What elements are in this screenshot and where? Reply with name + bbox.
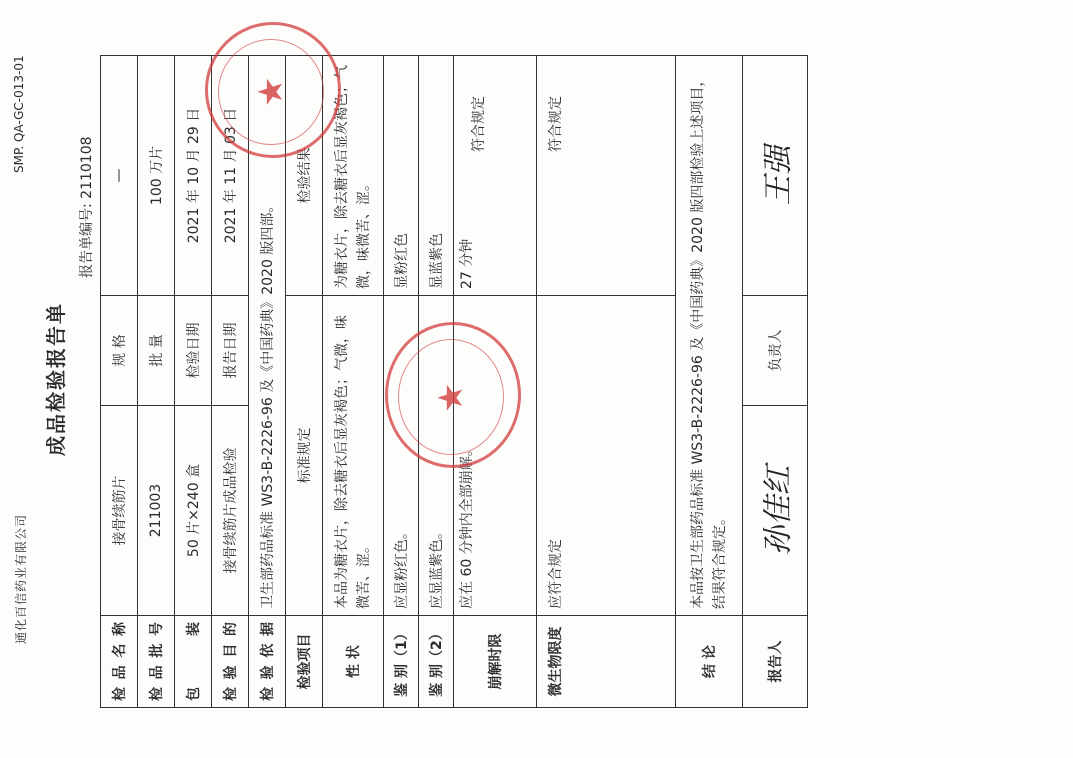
table-row bbox=[676, 56, 743, 708]
test-verdict: 符合规定 bbox=[471, 96, 487, 152]
test-result: 显粉红色 bbox=[384, 56, 419, 296]
col-result-header: 检验结果 bbox=[286, 56, 323, 296]
report-date: 2021 年 11 月 03 日 bbox=[212, 56, 249, 296]
inspect-date-label: 检验日期 bbox=[175, 296, 212, 406]
table-row bbox=[537, 56, 676, 708]
test-item: 微生物限度 bbox=[537, 616, 676, 708]
table-row bbox=[101, 56, 138, 708]
table-row bbox=[212, 56, 249, 708]
page-title: 成品检验报告单 bbox=[44, 302, 68, 456]
package-value: 50 片×240 盒 bbox=[175, 406, 212, 616]
test-item: 鉴 别（2） bbox=[419, 616, 454, 708]
test-standard: 应显蓝紫色。 bbox=[419, 296, 454, 616]
col-item-header: 检验项目 bbox=[286, 616, 323, 708]
table-row bbox=[743, 56, 808, 708]
inspect-date: 2021 年 10 月 29 日 bbox=[175, 56, 212, 296]
col-standard-header: 标准规定 bbox=[286, 296, 323, 616]
reporter-signature: 孙佳红 bbox=[743, 406, 808, 616]
test-item: 鉴 别（1） bbox=[384, 616, 419, 708]
report-number-label: 报告单编号: bbox=[79, 203, 95, 278]
report-number-value: 2110108 bbox=[79, 136, 95, 199]
table-row bbox=[175, 56, 212, 708]
package-label: 包 装 bbox=[175, 616, 212, 708]
table-row bbox=[138, 56, 175, 708]
test-standard: 本品为糖衣片，除去糖衣后显灰褐色；气微，味微苦、涩。 bbox=[323, 296, 384, 616]
basis-label: 检验依据 bbox=[249, 616, 286, 708]
purpose-value: 接骨续筋片成品检验 bbox=[212, 406, 249, 616]
test-item: 崩解时限 bbox=[454, 616, 537, 708]
conclusion-text: 本品按卫生部药品标准 WS3-B-2226-96 及《中国药典》2020 版四部检验上述项目，结果符合规定。 bbox=[676, 56, 743, 616]
test-result-cell bbox=[454, 56, 537, 296]
test-standard: 应在 60 分钟内全部崩解。 bbox=[454, 296, 537, 616]
batch-no-label: 检品批号 bbox=[138, 616, 175, 708]
test-result: 27 分钟 bbox=[459, 238, 475, 289]
responsible-label: 负责人 bbox=[743, 296, 808, 406]
responsible-signature: 王强 bbox=[743, 56, 808, 296]
company-name: 通化百信药业有限公司 bbox=[14, 513, 28, 644]
quality-stamp bbox=[385, 322, 521, 468]
test-result: 为糖衣片，除去糖衣后显灰褐色；气微，味微苦、涩。 bbox=[323, 56, 384, 296]
table-row bbox=[323, 56, 384, 708]
batch-qty: 100 万片 bbox=[138, 56, 175, 296]
report-date-label: 报告日期 bbox=[212, 296, 249, 406]
purpose-label: 检验目的 bbox=[212, 616, 249, 708]
test-verdict: 符合规定 bbox=[548, 96, 564, 152]
spec-label: 规 格 bbox=[101, 296, 138, 406]
batch-no: 211003 bbox=[138, 406, 175, 616]
stamp-star-icon: ★ bbox=[431, 382, 471, 413]
test-standard: 应显粉红色。 bbox=[384, 296, 419, 616]
document-code: SMP. QA-GC-013-01 bbox=[12, 55, 26, 173]
product-name: 接骨续筋片 bbox=[101, 406, 138, 616]
qa-stamp bbox=[205, 22, 341, 158]
batch-qty-label: 批 量 bbox=[138, 296, 175, 406]
product-name-label: 检品名称 bbox=[101, 616, 138, 708]
conclusion-label: 结 论 bbox=[676, 616, 743, 708]
test-item: 性 状 bbox=[323, 616, 384, 708]
stamp-star-icon: ★ bbox=[251, 76, 291, 107]
report-number bbox=[76, 136, 96, 278]
reporter-label: 报告人 bbox=[743, 616, 808, 708]
test-result-cell bbox=[537, 56, 676, 296]
test-standard: 应符合规定 bbox=[537, 296, 676, 616]
test-result: 显蓝紫色 bbox=[419, 56, 454, 296]
spec-value: — bbox=[101, 56, 138, 296]
basis-value: 卫生部药品标准 WS3-B-2226-96 及《中国药典》2020 版四部。 bbox=[249, 56, 286, 616]
